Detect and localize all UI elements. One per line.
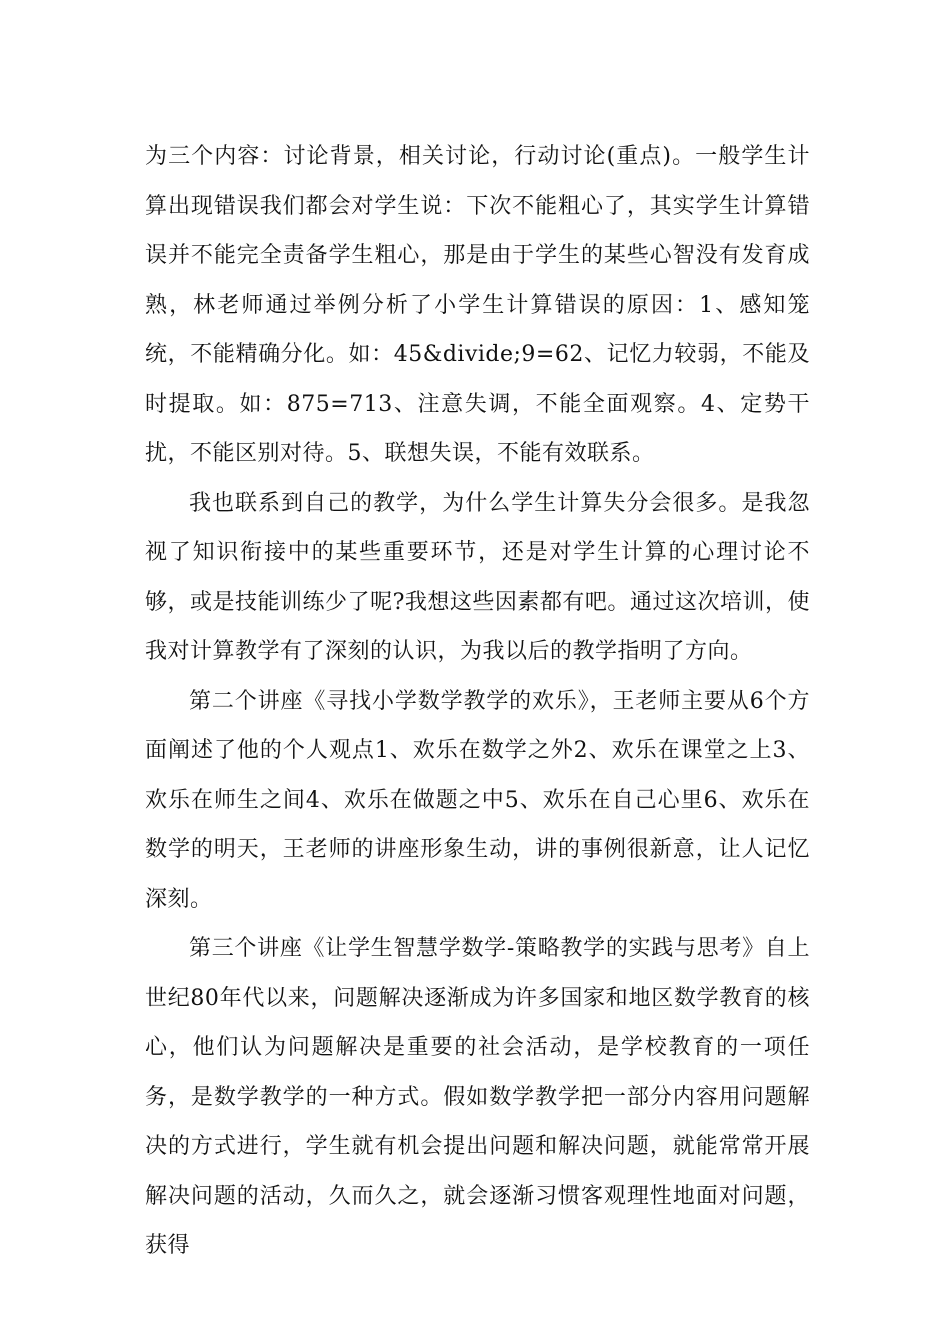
paragraph-2: 我也联系到自己的教学，为什么学生计算失分会很多。是我忽视了知识衔接中的某些重要环节，还是对学生计算的心理讨论不够，或是技能训练少了呢?我想这些因素都有吧。通过这次培训，使我对计算教学有了深刻的认识，为我以后的教学指明了方向。 <box>145 490 810 664</box>
paragraph-1-continued: 为三个内容：讨论背景，相关讨论，行动讨论(重点)。一般学生计算出现错误我们都会对学生说：下次不能粗心了，其实学生计算错误并不能完全责备学生粗心，那是由于学生的某些心智没有发育成熟，林老师通过举例分析了小学生计算错误的原因：1、感知笼统，不能精确分化。如：45&divide;9=62、记忆力较弱，不能及时提取。如：875=713、注意失调，不能全面观察。4、定势干扰，不能区别对待。5、联想失误，不能有效联系。 <box>145 144 810 466</box>
document-body <box>145 132 810 1271</box>
paragraph-3: 第二个讲座《寻找小学数学教学的欢乐》，王老师主要从6个方面阐述了他的个人观点1、欢乐在数学之外2、欢乐在课堂之上3、欢乐在师生之间4、欢乐在做题之中5、欢乐在自己心里6、欢乐在数学的明天，王老师的讲座形象生动，讲的事例很新意，让人记忆深刻。 <box>145 688 810 912</box>
paragraph-4: 第三个讲座《让学生智慧学数学-策略教学的实践与思考》自上世纪80年代以来，问题解决逐渐成为许多国家和地区数学教育的核心，他们认为问题解决是重要的社会活动，是学校教育的一项任务，是数学教学的一种方式。假如数学教学把一部分内容用问题解决的方式进行，学生就有机会提出问题和解决问题，就能常常开展解决问题的活动，久而久之，就会逐渐习惯客观理性地面对问题，获得 <box>145 936 810 1258</box>
